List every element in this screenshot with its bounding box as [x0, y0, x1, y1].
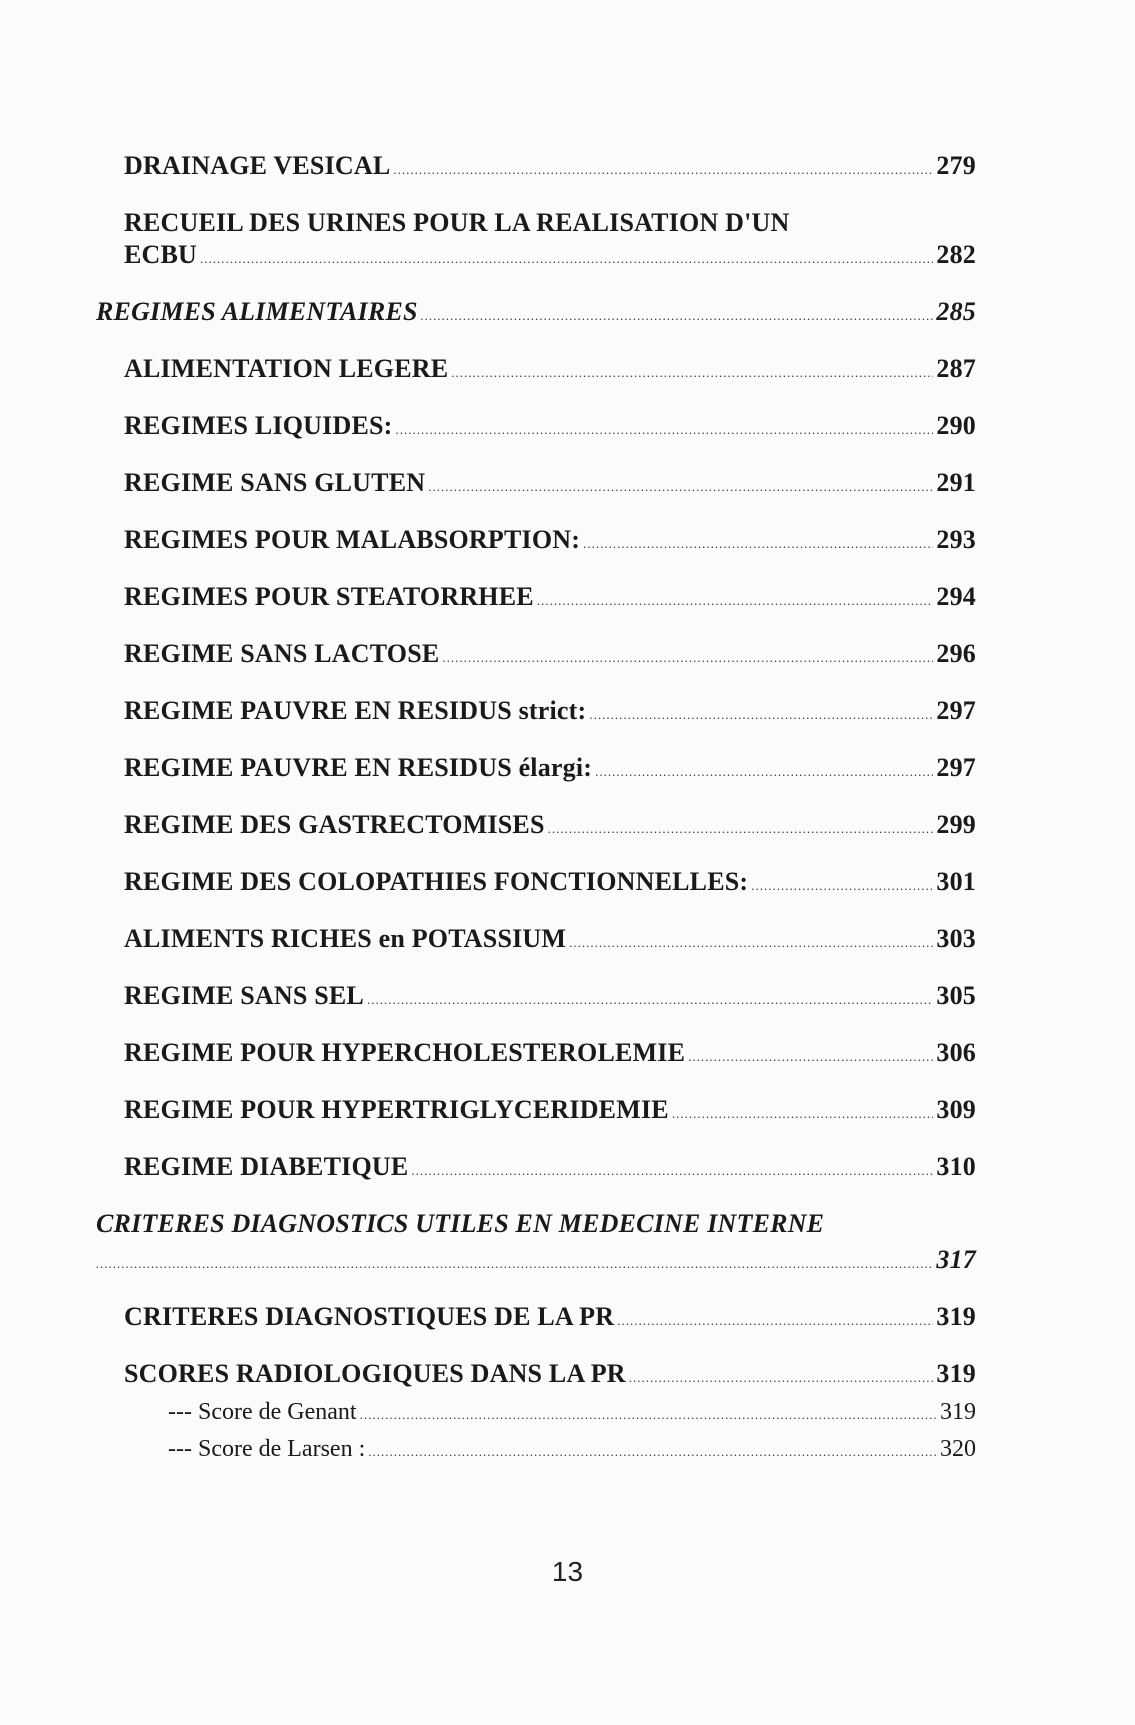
toc-entry-page: 303: [936, 924, 976, 953]
toc-section-page: 317: [936, 1245, 976, 1274]
toc-subentry: [96, 1435, 976, 1466]
toc-entry: [96, 695, 976, 731]
toc-entry: [96, 524, 976, 560]
toc-entry: [96, 809, 976, 845]
toc-entry-title: CRITERES DIAGNOSTIQUES DE LA PR: [124, 1302, 615, 1331]
toc-subentry-page: 319: [940, 1399, 976, 1425]
dot-leader: [595, 756, 933, 788]
toc-entry-title: ALIMENTS RICHES en POTASSIUM: [124, 924, 567, 953]
toc-entry-title: REGIMES POUR MALABSORPTION:: [124, 525, 581, 554]
toc-entry-title: REGIME SANS SEL: [124, 981, 364, 1010]
toc-entry-title: REGIME PAUVRE EN RESIDUS élargi:: [124, 753, 593, 782]
toc-entry-title: REGIME SANS LACTOSE: [124, 639, 440, 668]
toc-entry: [96, 581, 976, 617]
dot-leader: [537, 585, 934, 617]
dot-leader: [589, 699, 933, 731]
dot-leader: [442, 642, 933, 674]
toc-entry: [96, 1151, 976, 1187]
toc-entry-page: 279: [936, 151, 976, 180]
toc-entry-title: REGIME DES GASTRECTOMISES: [124, 810, 545, 839]
dot-leader: [617, 1305, 933, 1337]
toc-subentry-title: --- Score de Genant: [168, 1399, 357, 1425]
dot-leader: [583, 528, 933, 560]
toc-entry-page: 296: [936, 639, 976, 668]
toc-entry: [96, 923, 976, 959]
toc-entry-page: 297: [936, 753, 976, 782]
toc-entry-page: 309: [936, 1095, 976, 1124]
toc-entry-page: 297: [936, 696, 976, 725]
toc-entry-title: REGIME DES COLOPATHIES FONCTIONNELLES:: [124, 867, 749, 896]
toc-entry-page: 299: [936, 810, 976, 839]
dot-leader: [428, 471, 933, 503]
toc-subentry: [96, 1398, 976, 1429]
dot-leader: [200, 243, 933, 275]
toc-subentry-title: --- Score de Larsen :: [168, 1436, 366, 1462]
toc-entry: [96, 410, 976, 446]
dot-leader: [396, 414, 934, 446]
dot-leader: [367, 984, 933, 1016]
toc-entry-page: 310: [936, 1152, 976, 1181]
toc-section: [96, 296, 976, 332]
toc-entry-page: 290: [936, 411, 976, 440]
toc-entry: [96, 1301, 976, 1337]
page-number: 13: [551, 1556, 584, 1587]
toc-section: [96, 1208, 976, 1280]
dot-leader: [548, 813, 934, 845]
toc-entry: [96, 980, 976, 1016]
dot-leader: [96, 1248, 933, 1280]
toc-entry-page: 293: [936, 525, 976, 554]
dot-leader: [751, 870, 933, 902]
toc-entry: [96, 1037, 976, 1073]
toc-entry-title: REGIME DIABETIQUE: [124, 1152, 409, 1181]
toc-entry-page: 291: [936, 468, 976, 497]
toc-entry: [96, 353, 976, 389]
toc-entry-page: 319: [936, 1359, 976, 1388]
toc-entry: [96, 1358, 976, 1394]
table-of-contents: [96, 150, 976, 1472]
dot-leader: [368, 1438, 937, 1466]
toc-entry-page: 319: [936, 1302, 976, 1331]
toc-entry: [96, 150, 976, 186]
toc-entry-page: 301: [936, 867, 976, 896]
toc-entry: [96, 752, 976, 788]
dot-leader: [360, 1401, 937, 1429]
toc-section-page: 285: [936, 297, 976, 326]
toc-entry-page: 305: [936, 981, 976, 1010]
toc-entry-title: SCORES RADIOLOGIQUES DANS LA PR: [124, 1359, 626, 1388]
toc-entry-page: 282: [936, 240, 976, 269]
toc-entry-page: 287: [936, 354, 976, 383]
dot-leader: [672, 1098, 934, 1130]
toc-entry-title: REGIME SANS GLUTEN: [124, 468, 426, 497]
toc-entry-title: ALIMENTATION LEGERE: [124, 354, 449, 383]
toc-entry-title: REGIME PAUVRE EN RESIDUS strict:: [124, 696, 587, 725]
toc-entry-title: REGIME POUR HYPERTRIGLYCERIDEMIE: [124, 1095, 669, 1124]
dot-leader: [688, 1041, 933, 1073]
toc-entry-title: REGIME POUR HYPERCHOLESTEROLEMIE: [124, 1038, 686, 1067]
dot-leader: [421, 300, 934, 332]
toc-entry: [96, 467, 976, 503]
dot-leader: [569, 927, 933, 959]
toc-entry-title: REGIMES LIQUIDES:: [124, 411, 393, 440]
toc-entry: [96, 638, 976, 674]
toc-entry-page: 306: [936, 1038, 976, 1067]
toc-entry: [96, 207, 976, 275]
toc-entry: [96, 866, 976, 902]
dot-leader: [411, 1155, 933, 1187]
dot-leader: [393, 154, 933, 186]
toc-entry-title: REGIMES POUR STEATORRHEE: [124, 582, 534, 611]
toc-section-title: CRITERES DIAGNOSTICS UTILES EN MEDECINE INTERNE: [96, 1209, 825, 1238]
toc-section-title: REGIMES ALIMENTAIRES: [96, 297, 418, 326]
toc-entry-title-continued: ECBU: [124, 240, 198, 269]
toc-entry-title: RECUEIL DES URINES POUR LA REALISATION D'UN: [124, 208, 790, 237]
toc-entry-page: 294: [936, 582, 976, 611]
toc-entry-title: DRAINAGE VESICAL: [124, 151, 391, 180]
toc-subentry-page: 320: [940, 1436, 976, 1462]
dot-leader: [629, 1362, 934, 1394]
dot-leader: [451, 357, 933, 389]
toc-entry: [96, 1094, 976, 1130]
